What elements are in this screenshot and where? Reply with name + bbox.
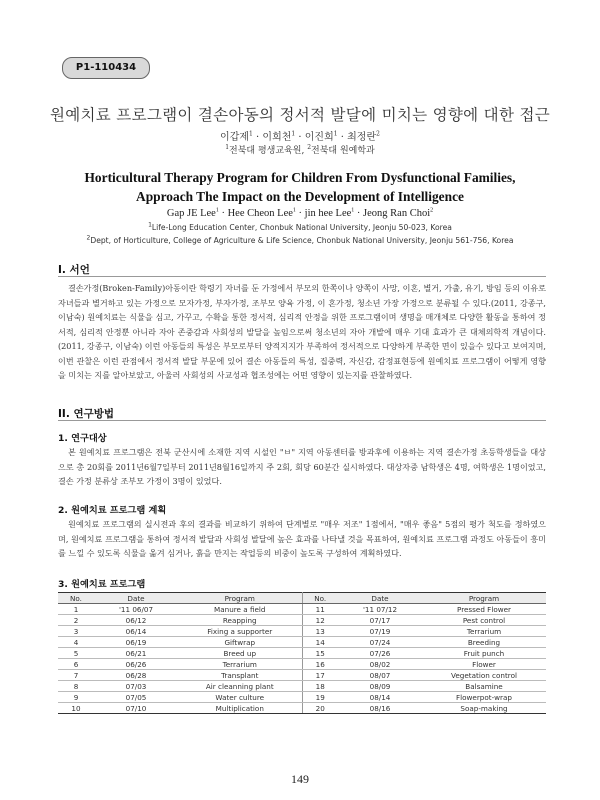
paper-id-badge: P1-110434 [62, 57, 150, 79]
table-header-row [58, 593, 546, 604]
table-cell: 20 [302, 703, 338, 714]
table-cell: 15 [302, 648, 338, 659]
table-cell: 07/19 [338, 626, 422, 637]
table-row [58, 604, 546, 615]
subsection-heading-program: 3. 원예치료 프로그램 [58, 579, 146, 590]
table-cell: Balsamine [422, 681, 546, 692]
english-title: Horticultural Therapy Program for Children From Dysfunctional Families, Approach The Impact on the Development of Intelligence [84, 170, 516, 204]
table-cell: 07/05 [94, 692, 178, 703]
table-cell: 07/24 [338, 637, 422, 648]
table-row [58, 615, 546, 626]
table-cell: 07/10 [94, 703, 178, 714]
table-cell: Fixing a supporter [178, 626, 302, 637]
table-cell: 3 [58, 626, 94, 637]
table-cell: 08/14 [338, 692, 422, 703]
table-cell: 14 [302, 637, 338, 648]
table-row [58, 703, 546, 714]
table-cell: Pressed Flower [422, 604, 546, 615]
table-cell: Flower [422, 659, 546, 670]
table-cell: Soap-making [422, 703, 546, 714]
column-header: Program [422, 593, 546, 604]
author-name: 이진희 [304, 132, 334, 143]
section-heading-methods: II. 연구방법 [58, 408, 115, 420]
table-cell: 06/26 [94, 659, 178, 670]
column-header: Date [94, 593, 178, 604]
korean-authors: 이갑제$^1$ · 이희천$^1$ · 이진희$^1$ · 최정란$^2$ [220, 130, 380, 143]
table-cell: 4 [58, 637, 94, 648]
table-cell: 12 [302, 615, 338, 626]
subjects-paragraph: 본 원예치료 프로그램은 전북 군산시에 소재한 지역 시설인 "ㅂ" 지역 아동센터를 방과후에 이용하는 지역 결손가정 초등학생들을 대상으로 총 20회를 2011년6월7일부터 2011년8월16일까지 주 2회, 회당 60분간 실시하였다. 대상자중 남학생은 4명, 여학생은 1명이었고, 결손 가정 분류상 조부모 가정이 3명이 있었다. [58, 447, 546, 486]
table-cell: 16 [302, 659, 338, 670]
table-cell: 08/02 [338, 659, 422, 670]
affiliation-line: $^1$Life-Long Education Center, Chonbuk National University, Jeonju 50-023, Korea [148, 221, 452, 232]
introduction-paragraph: 결손가정(Broken-Family)아동이란 학령기 자녀를 둔 가정에서 부모의 한쪽이나 양쪽이 사망, 이혼, 별거, 가출, 유기, 방임 등의 이유로 자녀들과 별거하고 있는 가정으로 모자가정, 부자가정, 조부모 양육 가정, 이 혼가정, 청소년 가장 가정으로 분류될 수 있다.(2011, 강종구, 이남숙) 원예치료는 식물을 심고, 가꾸고, 수확을 통한 정서적, 심리적 안정을 위한 프로그램이며 생명을 매개체로 다양한 활동을 통하여 정서적, 심리적 안정뿐 아니라 자아 존중감과 사회성의 발달을 높임으로써 청소년의 자아 개발에 매우 기대 효과가 큰 대체의학적 개념이다.(2011, 강종구, 이남숙) 이런 아동들의 특성은 부모로부터 양적지지가 부족하여 정서적으로 다양하게 부족한 면이 있을수 있다고 보여지며, 이번 관찰은 이런 관점에서 정서적 발달 부문에 있어 결손 아동들의 특성, 집중력, 자신감, 감정표현등에 원예치료 프로그램이 어떻게 영향을 미치는 지를 알아보았고, 아울러 사회성의 사교성과 협조성에는 어떤 영향이 있는지를 관찰하였다. [58, 283, 546, 380]
table-row [58, 670, 546, 681]
table-cell: 13 [302, 626, 338, 637]
table-cell: Water culture [178, 692, 302, 703]
table-cell: Reapping [178, 615, 302, 626]
table-cell: 08/07 [338, 670, 422, 681]
table-row [58, 659, 546, 670]
table-cell: 18 [302, 681, 338, 692]
table-cell: 07/26 [338, 648, 422, 659]
table-row [58, 648, 546, 659]
table-cell: Terrarium [178, 659, 302, 670]
program-table [58, 592, 546, 714]
section-divider [58, 420, 546, 421]
table-cell: Terrarium [422, 626, 546, 637]
korean-affiliations: $^1$전북대 평생교육원, $^2$전북대 원예학과 [225, 144, 375, 156]
korean-title: 원예치료 프로그램이 결손아동의 정서적 발달에 미치는 영향에 대한 접근 [49, 106, 550, 124]
table-cell: Manure a field [178, 604, 302, 615]
table-cell: 07/17 [338, 615, 422, 626]
table-cell: Transplant [178, 670, 302, 681]
english-authors: Gap JE Lee$^1$ · Hee Cheon Lee$^1$ · jin hee Lee$^1$ · Jeong Ran Choi$^2$ [166, 207, 434, 219]
table-row [58, 692, 546, 703]
table-cell: Giftwrap [178, 637, 302, 648]
table-cell: 9 [58, 692, 94, 703]
table-cell: 19 [302, 692, 338, 703]
column-header: Program [178, 593, 302, 604]
table-cell: 17 [302, 670, 338, 681]
author-name: Gap JE Lee [166, 208, 216, 219]
table-cell: 08/16 [338, 703, 422, 714]
table-cell: Breed up [178, 648, 302, 659]
table-cell: 06/14 [94, 626, 178, 637]
table-cell: Pest control [422, 615, 546, 626]
table-cell: 6 [58, 659, 94, 670]
section-divider [58, 276, 546, 277]
author-name: 이갑제 [220, 132, 250, 143]
table-cell: Vegetation control [422, 670, 546, 681]
column-header: No. [58, 593, 94, 604]
page-number: 149 [291, 772, 309, 786]
english-affiliations [40, 222, 560, 247]
table-row [58, 681, 546, 692]
table-cell: 1 [58, 604, 94, 615]
table-cell: 06/12 [94, 615, 178, 626]
table-cell: Air cleanning plant [178, 681, 302, 692]
table-cell: 07/03 [94, 681, 178, 692]
subsection-heading-subjects: 1. 연구대상 [58, 433, 107, 444]
author-name: Jeong Ran Choi [363, 208, 431, 219]
subsection-heading-plan: 2. 원예치료 프로그램 계획 [58, 505, 167, 516]
column-header: Date [338, 593, 422, 604]
plan-paragraph: 원예치료 프로그램의 실시전과 후의 결과를 비교하기 위하여 단계별로 "매우 저조" 1점에서, "매우 좋음" 5점의 평가 척도를 정하였으며, 원예치료 프로그램을 통하여 정서적 발달과 사회성 발달에 높은 효과를 나타낼 것을 목표하여, 원예치료 프로그램 과정도 아동들이 흥미를 느낄 수 있도록 식물을 옮겨 심거나, 흙을 만지는 작업등의 비중이 높도록 구성하여 계획하였다. [58, 519, 546, 558]
author-name: 최정란 [347, 132, 377, 143]
table-row [58, 626, 546, 637]
table-cell: 2 [58, 615, 94, 626]
table-cell: 06/28 [94, 670, 178, 681]
table-cell: Multiplication [178, 703, 302, 714]
table-cell: '11 06/07 [94, 604, 178, 615]
table-cell: Flowerpot-wrap [422, 692, 546, 703]
table-row [58, 637, 546, 648]
table-cell: 06/21 [94, 648, 178, 659]
author-name: 이희천 [262, 132, 292, 143]
section-heading-introduction: I. 서언 [58, 264, 90, 276]
table-cell: Breeding [422, 637, 546, 648]
table-cell: 10 [58, 703, 94, 714]
table-cell: 11 [302, 604, 338, 615]
column-header: No. [302, 593, 338, 604]
table-cell: '11 07/12 [338, 604, 422, 615]
table-cell: 08/09 [338, 681, 422, 692]
table-cell: 5 [58, 648, 94, 659]
affiliation-line: $^2$Dept, of Horticulture, College of Agriculture & Life Science, Chonbuk National University, Jeonju 561-756, Korea [86, 233, 514, 245]
table-cell: 06/19 [94, 637, 178, 648]
table-cell: Fruit punch [422, 648, 546, 659]
table-cell: 8 [58, 681, 94, 692]
author-name: jin hee Lee [304, 208, 352, 219]
table-cell: 7 [58, 670, 94, 681]
author-name: Hee Cheon Lee [227, 208, 293, 219]
